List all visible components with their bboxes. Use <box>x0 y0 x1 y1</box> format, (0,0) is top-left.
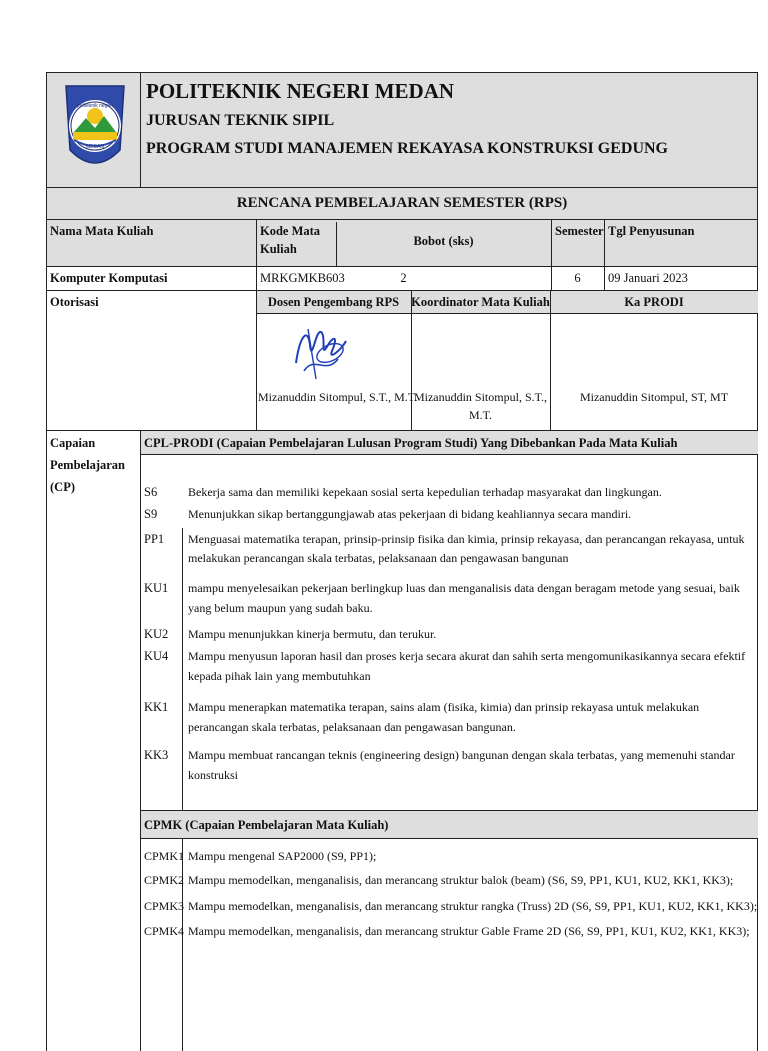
cpl-text-kk3-pre <box>188 746 735 765</box>
cpl-code: S6 <box>144 485 158 499</box>
cpl-text: mampu menyelesaikan pekerjaan berlingkup luas dan menganalisis data dengan beragam metode yang sesuai, baik <box>188 581 740 595</box>
institution-logo <box>60 78 130 184</box>
cpmk-text: Mampu mengenal SAP2000 (S9, PP1); <box>188 849 377 863</box>
cpmk-code: CPMK1 <box>144 849 185 863</box>
cpl-code: S9 <box>144 507 158 521</box>
program-name: PROGRAM STUDI MANAJEMEN REKAYASA KONSTRUKSI GEDUNG <box>146 140 668 157</box>
course-code: MRKGMKB603 <box>260 271 345 285</box>
course-credits: 2 <box>400 271 407 285</box>
cpmk-code: CPMK2 <box>144 873 185 887</box>
course-date: 09 Januari 2023 <box>608 271 688 285</box>
svg-text:politeknik negeri: politeknik negeri <box>76 103 114 109</box>
cp-label-line-1: Capaian <box>50 436 96 450</box>
coordinator-name-line-2: M.T. <box>468 408 493 422</box>
cpl-text: Bekerja sama dan memiliki kepekaan sosial serta kepedulian terhadap masyarakat dan lingkungan. <box>188 485 662 499</box>
cpl-text: perancangan skala terbatas, pelaksanaan dan pengawasan bangunan. <box>188 720 516 734</box>
cpl-code: PP1 <box>144 532 165 546</box>
cpmk-code: CPMK4 <box>144 924 185 938</box>
cpmk-code: CPMK3 <box>144 899 185 913</box>
document-title: RENCANA PEMBELAJARAN SEMESTER (RPS) <box>236 195 568 211</box>
cpmk-text: Mampu memodelkan, menganalisis, dan merancang struktur balok (beam) (S6, S9, PP1, KU1, KU2, KK1, KK3); <box>188 873 734 887</box>
col-kode-label-1: Kode Mata <box>260 224 321 238</box>
learning-outcomes-section <box>46 431 758 1051</box>
developer-signature <box>286 315 356 385</box>
coordinator-name-line-1: Mizanuddin Sitompul, S.T., <box>413 390 548 404</box>
svg-text:MEDAN: MEDAN <box>85 144 105 150</box>
cpl-code: KU1 <box>144 581 169 595</box>
cp-label-line-2: Pembelajaran <box>50 458 125 472</box>
col-semester-label: Semester <box>555 224 604 238</box>
cpl-text: kepada pihak lain yang membutuhkan <box>188 669 371 683</box>
cp-label-line-3: (CP) <box>50 480 75 494</box>
head-of-program-name: Mizanuddin Sitompul, ST, MT <box>579 390 729 404</box>
col-kode-label-2: Kuliah <box>260 242 297 256</box>
developer-header: Dosen Pengembang RPS <box>267 295 400 309</box>
course-semester: 6 <box>574 271 581 285</box>
cpl-text: Mampu menyusun laporan hasil dan proses kerja secara akurat dan sahih serta mengomunikasikannya secara efektif <box>188 649 746 663</box>
cpmk-header: CPMK (Capaian Pembelajaran Mata Kuliah) <box>144 818 389 832</box>
cpl-code: KU2 <box>144 627 169 641</box>
cpl-code: KU4 <box>144 649 169 663</box>
cpl-text: Mampu membuat rancangan teknis (engineering design) bangunan dengan skala terbatas, yang memenuhi standar <box>188 748 735 762</box>
cpl-text: Menunjukkan sikap bertanggungjawab atas pekerjaan di bidang keahliannya secara mandiri. <box>188 507 632 521</box>
cpl-code: KK1 <box>144 700 169 714</box>
authorization-label: Otorisasi <box>50 295 99 309</box>
cpmk-text: Mampu memodelkan, menganalisis, dan merancang struktur Gable Frame 2D (S6, S9, PP1, KU1, KU2, KK1, KK3); <box>188 924 750 938</box>
head-of-program-header: Ka PRODI <box>624 295 684 309</box>
cpmk-text: Mampu memodelkan, menganalisis, dan merancang struktur rangka (Truss) 2D (S6, S9, PP1, KU1, KU2, KK1, KK3); <box>188 899 758 913</box>
cpl-text: Menguasai matematika terapan, prinsip-prinsip fisika dan kimia, prinsip rekayasa, dan perancangan rekayasa, untuk <box>188 532 745 546</box>
col-nama-label: Nama Mata Kuliah <box>50 224 154 238</box>
cpl-header: CPL-PRODI (Capaian Pembelajaran Lulusan Program Studi) Yang Dibebankan Pada Mata Kuliah <box>144 436 678 450</box>
cpl-text: melakukan perancangan skala terbatas, pelaksanaan dan pengawasan bangunan <box>188 551 569 565</box>
department-name: JURUSAN TEKNIK SIPIL <box>146 112 335 129</box>
cpl-text: Mampu menerapkan matematika terapan, sains alam (fisika, kimia) dan prinsip rekayasa untuk melakukan <box>188 700 700 714</box>
coordinator-header: Koordinator Mata Kuliah <box>411 295 550 309</box>
course-name: Komputer Komputasi <box>50 271 168 285</box>
institution-name: POLITEKNIK NEGERI MEDAN <box>146 79 455 103</box>
cpl-text: yang belum maupun yang sudah baku. <box>188 601 373 615</box>
col-tgl-label: Tgl Penyusunan <box>608 224 695 238</box>
col-bobot-label: Bobot (sks) <box>413 234 474 248</box>
developer-name: Mizanuddin Sitompul, S.T., M.T. <box>258 390 418 404</box>
cpl-code: KK3 <box>144 748 169 762</box>
cpl-text: Mampu menunjukkan kinerja bermutu, dan terukur. <box>188 627 437 641</box>
cpl-text: konstruksi <box>188 768 239 782</box>
